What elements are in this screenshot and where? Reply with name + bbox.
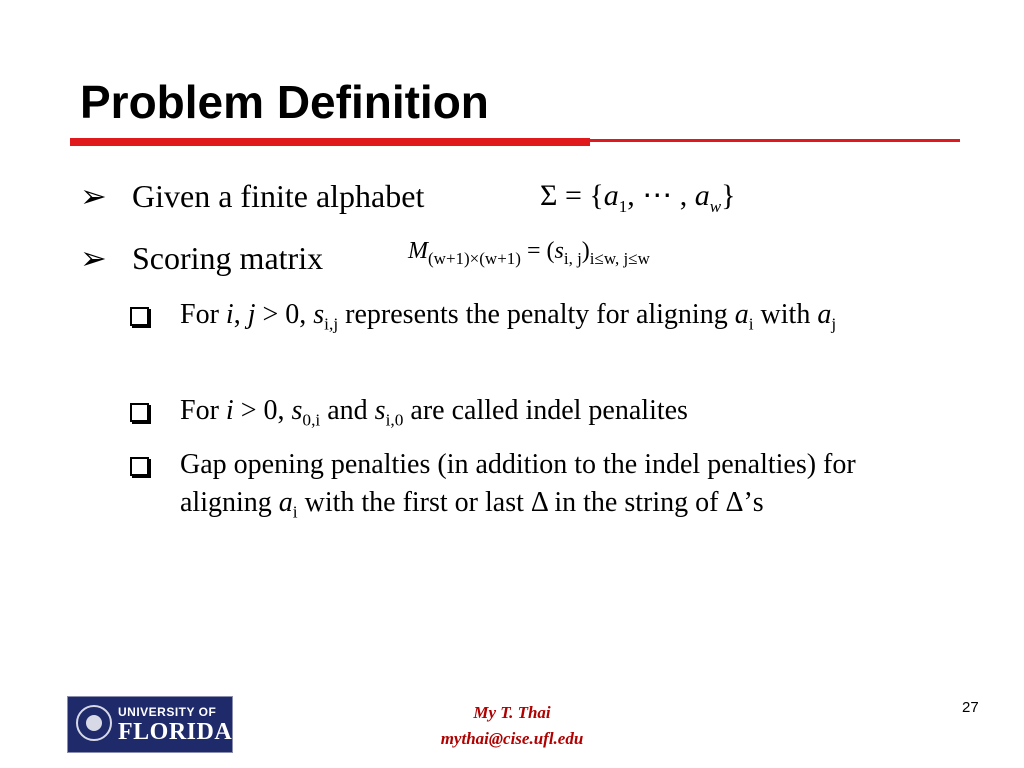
subbullet-text: For i > 0, $s_{0,i}$ and $s_{i,0}$ are called indel penalites — [180, 395, 688, 430]
alphabet-formula: $\Sigma = \{a_1$, ⋯ , $a_w$} — [540, 179, 736, 216]
bullet-scoring-matrix — [80, 238, 323, 278]
arrow-bullet-icon: ➢ — [80, 178, 107, 214]
subbullet-gap-opening — [130, 446, 940, 532]
checkbox-bullet-icon — [130, 307, 149, 326]
subbullet-penalty-aligning — [130, 296, 940, 344]
page-number: 27 — [962, 699, 979, 716]
subbullet-text: For i, j > 0, $s_{i,j}$ represents the penalty for aligning $a_i$ with $a_j$ — [180, 299, 837, 334]
footer-author: My T. Thai — [473, 703, 551, 722]
title-underline-thin — [590, 139, 960, 142]
bullet-alphabet — [80, 176, 424, 216]
slide-title: Problem Definition — [80, 76, 489, 128]
bullet-text: Given a finite alphabet — [132, 178, 425, 214]
matrix-formula: $M_{(w+1)\times(w+1)} = (s_{i, j})_{i\le w, j\le w}$ — [408, 238, 650, 268]
subbullet-text: Gap opening penalties (in addition to the indel penalties) for aligning $a_i$ with the first or last Δ in the string of Δ’s — [180, 449, 856, 522]
title-underline-thick — [70, 138, 590, 146]
university-seal-icon — [76, 705, 112, 741]
footer-email: mythai@cise.ufl.edu — [440, 729, 584, 748]
bullet-text: Scoring matrix — [132, 240, 324, 276]
checkbox-bullet-icon — [130, 457, 149, 476]
subbullet-indel-penalties — [130, 392, 940, 440]
university-logo: UNIVERSITY OF FLORIDA — [67, 696, 233, 753]
checkbox-bullet-icon — [130, 403, 149, 422]
arrow-bullet-icon: ➢ — [80, 240, 107, 276]
